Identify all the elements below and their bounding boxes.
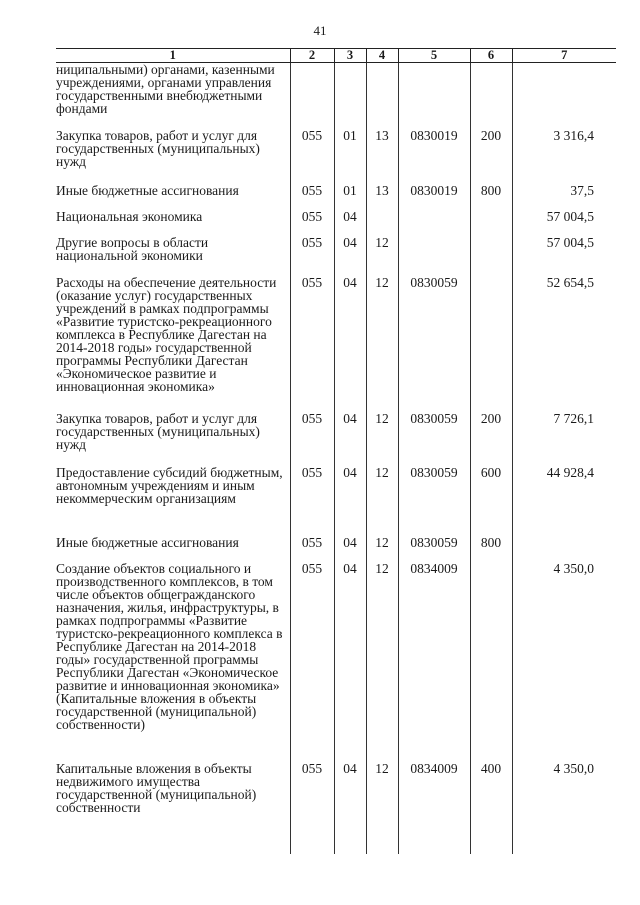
row-amount: 7 726,1: [512, 412, 616, 466]
table-tail: [56, 832, 616, 854]
row-admin-code: 055: [290, 536, 334, 562]
row-expense-type: 400: [470, 762, 512, 832]
row-section: [334, 63, 366, 130]
row-target-article: 0830019: [398, 184, 470, 210]
row-section: 04: [334, 236, 366, 276]
table-row: [56, 184, 616, 210]
row-name: Предоставление субсидий бюджетным, автономным учреждениям и иным некоммерческим организациям: [56, 465, 283, 506]
row-amount: 52 654,5: [512, 276, 616, 412]
row-subsection: 12: [366, 412, 398, 466]
col-header-7: 7: [512, 49, 616, 63]
row-target-article: [398, 210, 470, 236]
row-subsection: 12: [366, 236, 398, 276]
row-name: Другие вопросы в области национальной экономики: [56, 235, 209, 263]
row-section: 01: [334, 129, 366, 184]
row-subsection: 13: [366, 129, 398, 184]
table-row: [56, 412, 616, 466]
row-section: 04: [334, 210, 366, 236]
row-subsection: 12: [366, 762, 398, 832]
row-section: 04: [334, 562, 366, 762]
table-row: [56, 276, 616, 412]
row-target-article: 0830059: [398, 276, 470, 412]
empty-cell: [512, 832, 616, 854]
row-target-article: [398, 236, 470, 276]
row-expense-type: [470, 210, 512, 236]
row-expense-type: [470, 236, 512, 276]
row-expense-type: 800: [470, 536, 512, 562]
row-section: 04: [334, 536, 366, 562]
row-amount: 3 316,4: [512, 129, 616, 184]
row-name: Закупка товаров, работ и услуг для государственных (муниципальных) нужд: [56, 411, 260, 452]
row-expense-type: [470, 562, 512, 762]
row-admin-code: 055: [290, 210, 334, 236]
col-header-5: 5: [398, 49, 470, 63]
row-admin-code: 055: [290, 236, 334, 276]
row-section: 04: [334, 466, 366, 536]
row-subsection: 12: [366, 562, 398, 762]
row-admin-code: 055: [290, 276, 334, 412]
row-name: Расходы на обеспечение деятельности (оказание услуг) государственных учреждений в рамках подпрограммы «Развитие туристско-рекреационного комплекса в Республике Дагестан на 2014-2018 годы» государственной программы Республики Дагестан «Экономическое развитие и инновационная экономика»: [56, 275, 277, 394]
page-number: 41: [313, 23, 327, 38]
col-header-1: 1: [56, 49, 290, 63]
row-name: Иные бюджетные ассигнования: [56, 183, 239, 198]
row-name: Создание объектов социального и производственного комплексов, в том числе объектов общегражданского назначения, жилья, инфраструктуры, в рамках подпрограммы «Развитие туристско-рекреационного комплекса в Республике Дагестан на 2014-2018 годы» государственной программы Республики Дагестан «Экономическое развитие и инновационная экономика» (Капитальные вложения в объекты государственной (муниципальной) собственности): [56, 561, 283, 732]
row-section: 04: [334, 762, 366, 832]
row-admin-code: 055: [290, 562, 334, 762]
table-row: [56, 562, 616, 762]
table-row: [56, 129, 616, 184]
row-section: 04: [334, 412, 366, 466]
col-header-3: 3: [334, 49, 366, 63]
table-row: [56, 466, 616, 536]
row-target-article: 0830019: [398, 129, 470, 184]
row-amount: 57 004,5: [512, 210, 616, 236]
empty-cell: [56, 832, 290, 854]
row-amount: 4 350,0: [512, 762, 616, 832]
row-amount: [512, 63, 616, 130]
row-expense-type: [470, 63, 512, 130]
row-subsection: [366, 63, 398, 130]
row-subsection: 12: [366, 276, 398, 412]
row-name: Национальная экономика: [56, 209, 203, 224]
col-header-2: 2: [290, 49, 334, 63]
row-section: 01: [334, 184, 366, 210]
row-admin-code: 055: [290, 466, 334, 536]
row-expense-type: 800: [470, 184, 512, 210]
row-subsection: 13: [366, 184, 398, 210]
empty-cell: [334, 832, 366, 854]
row-admin-code: 055: [290, 762, 334, 832]
table-row: [56, 762, 616, 832]
row-admin-code: 055: [290, 184, 334, 210]
row-amount: 44 928,4: [512, 466, 616, 536]
row-amount: 4 350,0: [512, 562, 616, 762]
row-name: ниципальными) органами, казенными учреждениями, органами управления государственными внебюджетными фондами: [56, 62, 275, 116]
header-row: [56, 49, 616, 63]
row-name: Иные бюджетные ассигнования: [56, 535, 239, 550]
row-target-article: 0830059: [398, 466, 470, 536]
row-target-article: [398, 63, 470, 130]
row-name: Закупка товаров, работ и услуг для государственных (муниципальных) нужд: [56, 128, 260, 169]
empty-cell: [470, 832, 512, 854]
row-subsection: 12: [366, 536, 398, 562]
table-row: [56, 63, 616, 130]
row-expense-type: 200: [470, 412, 512, 466]
row-subsection: 12: [366, 466, 398, 536]
empty-cell: [366, 832, 398, 854]
row-expense-type: [470, 276, 512, 412]
col-header-6: 6: [470, 49, 512, 63]
row-section: 04: [334, 276, 366, 412]
budget-table: [56, 48, 616, 854]
row-target-article: 0830059: [398, 412, 470, 466]
row-amount: [512, 536, 616, 562]
row-expense-type: 600: [470, 466, 512, 536]
row-admin-code: 055: [290, 412, 334, 466]
row-amount: 57 004,5: [512, 236, 616, 276]
row-subsection: [366, 210, 398, 236]
row-target-article: 0834009: [398, 562, 470, 762]
empty-cell: [398, 832, 470, 854]
table-row: [56, 236, 616, 276]
row-target-article: 0834009: [398, 762, 470, 832]
row-target-article: 0830059: [398, 536, 470, 562]
table-row: [56, 536, 616, 562]
empty-cell: [290, 832, 334, 854]
row-admin-code: 055: [290, 129, 334, 184]
row-name: Капитальные вложения в объекты недвижимого имущества государственной (муниципальной) собственности: [56, 761, 257, 815]
row-expense-type: 200: [470, 129, 512, 184]
row-amount: 37,5: [512, 184, 616, 210]
table-row: [56, 210, 616, 236]
col-header-4: 4: [366, 49, 398, 63]
row-admin-code: [290, 63, 334, 130]
